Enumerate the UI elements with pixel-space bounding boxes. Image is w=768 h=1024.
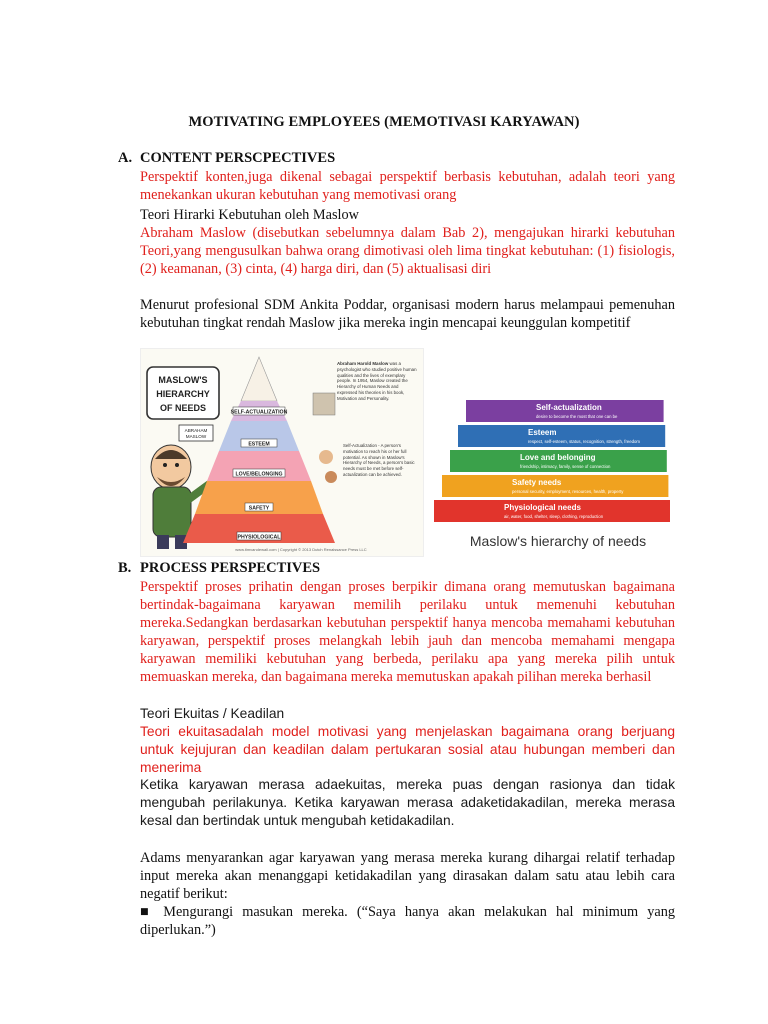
- maslow-pyramid-illustration: [140, 348, 424, 557]
- bio-text-box: [337, 361, 419, 437]
- section-b-paragraph-2: Teori Ekuitas / Keadilan: [140, 706, 285, 721]
- section-a-paragraph-1: Perspektif konten,juga dikenal sebagai perspektif berbasis kebutuhan, adalah teori yang menekankan ukuran kebutuhan yang memotivasi orang: [140, 169, 675, 203]
- level-label-esteem: ESTEEM: [248, 441, 270, 448]
- section-a-heading: [118, 150, 335, 167]
- section-b-heading: [118, 560, 320, 577]
- section-b-paragraph-3: Teori ekuitasadalah model motivasi yang menjelaskan bagaimana orang berjuang untuk kejujuran dan keadilan dalam pertukaran sosial atau hubungan memberi dan menerima: [140, 724, 675, 775]
- section-b-letter: B.: [118, 560, 132, 576]
- hierarchy-bar-title: Love and belonging: [520, 453, 596, 462]
- person-figure: [325, 471, 337, 483]
- hierarchy-bar-title: Safety needs: [512, 478, 562, 487]
- hierarchy-bar-description: friendship, intimacy, family, sense of connection: [520, 464, 611, 469]
- level-label-physiological: PHYSIOLOGICAL: [237, 534, 281, 541]
- level-label-self-actualization: SELF-ACTUALIZATION: [230, 409, 288, 416]
- section-a-letter: A.: [118, 150, 133, 166]
- section-b-paragraph-6: ■ Mengurangi masukan mereka. (“Saya hanya akan melakukan hal minimum yang diperlukan.”): [140, 904, 675, 938]
- section-b-paragraph-4: Ketika karyawan merasa adaekuitas, mereka puas dengan rasionya dan tidak mengubah perilakunya. Ketika karyawan merasa adaketidakadilan, mereka merasa kesal dan bertindak untuk mengubah ketidakadilan.: [140, 777, 675, 828]
- maslow-portrait-photo: [313, 393, 335, 415]
- bio-title: Abraham Harold Maslow: [337, 361, 389, 366]
- section-b-paragraph-1: Perspektif proses prihatin dengan proses berpikir dimana orang memutuskan bagaimana bertindak-bagaimana karyawan memilih perilaku untuk memenuhi kebutuhan mereka.Sedangkan berdasarkan kebutuhan perspektif hanya mencoba memahami kebutuhan karyawan, perspektif proses melangkah lebih jauh dan mencoba memahami mengapa karyawan memiliki kebutuhan yang berbeda, perilaku apa yang mereka pilih untuk memuaskan mereka, dan bagaimana mereka memutuskan apakah pilihan mereka berhasil: [140, 579, 675, 685]
- bio-text: was a psychologist who studied positive human qualities and the lives of exemplary people. In 1954, Maslow created the Hierarchy of Human Needs and expressed his theories in his book, Motivation and Personality.: [337, 361, 417, 401]
- section-a-title: CONTENT PERSCPECTIVES: [140, 150, 336, 166]
- header-line-1: MASLOW'S: [158, 375, 208, 385]
- hierarchy-bar-title: Physiological needs: [504, 503, 581, 512]
- name-tag-line-1: ABRAHAM: [184, 428, 208, 433]
- level-label-love: LOVE/BELONGING: [235, 471, 283, 478]
- section-b-title: PROCESS PERSPECTIVES: [140, 560, 321, 576]
- header-line-2: HIERARCHY: [156, 389, 210, 399]
- image-credit-footer: www.timvandewall.com | Copyright © 2013 Dutch Renaissance Press LLC: [235, 547, 367, 552]
- self-actualization-note: Self-Actualization - A person's motivation to reach his or her full potential. As shown in Maslow's Hierarchy of Needs, a person's basic needs must be met before self-actualization can be achieved.: [343, 443, 415, 477]
- section-b-paragraph-5: Adams menyarankan agar karyawan yang merasa mereka kurang dihargai relatif terhadap input mereka akan menanggapi ketidakadilan yang dirasakan dalam satu atau lebih cara negatif berikut:: [140, 850, 675, 902]
- hierarchy-bar-title: Self-actualization: [536, 403, 602, 412]
- name-tag-line-2: MASLOW: [185, 434, 207, 439]
- section-a-paragraph-3: Abraham Maslow (disebutkan sebelumnya dalam Bab 2), mengajukan hirarki kebutuhan Teori,yang mengusulkan bahwa orang dimotivasi oleh lima tingkat kebutuhan: (1) fisiologis, (2) keamanan, (3) cinta, (4) harga diri, dan (5) aktualisasi diri: [140, 225, 675, 277]
- hierarchy-bars: [434, 400, 670, 522]
- person-figure: [319, 450, 333, 464]
- header-line-3: OF NEEDS: [159, 403, 207, 413]
- hierarchy-bar-title: Esteem: [528, 428, 557, 437]
- level-label-safety: SAFETY: [248, 505, 270, 512]
- section-a-paragraph-4: Menurut profesional SDM Ankita Poddar, organisasi modern harus melampaui pemenuhan kebutuhan tingkat rendah Maslow jika mereka ingin mencapai keunggulan kompetitif: [140, 297, 675, 331]
- hierarchy-bar-description: air, water, food, shelter, sleep, clothing, reproduction: [504, 514, 604, 519]
- maslow-hierarchy-bars-image: [430, 392, 676, 555]
- hierarchy-bar-description: desire to become the most that one can be: [536, 414, 618, 419]
- document-title: MOTIVATING EMPLOYEES (MEMOTIVASI KARYAWAN): [188, 114, 580, 130]
- hierarchy-bar-description: respect, self-esteem, status, recognition, strength, freedom: [528, 439, 641, 444]
- hierarchy-caption: Maslow's hierarchy of needs: [469, 533, 647, 549]
- hierarchy-bar-description: personal security, employment, resources, health, property: [512, 489, 624, 494]
- section-a-paragraph-2: Teori Hirarki Kebutuhan oleh Maslow: [140, 207, 359, 223]
- self-actualization-note-box: [343, 443, 419, 513]
